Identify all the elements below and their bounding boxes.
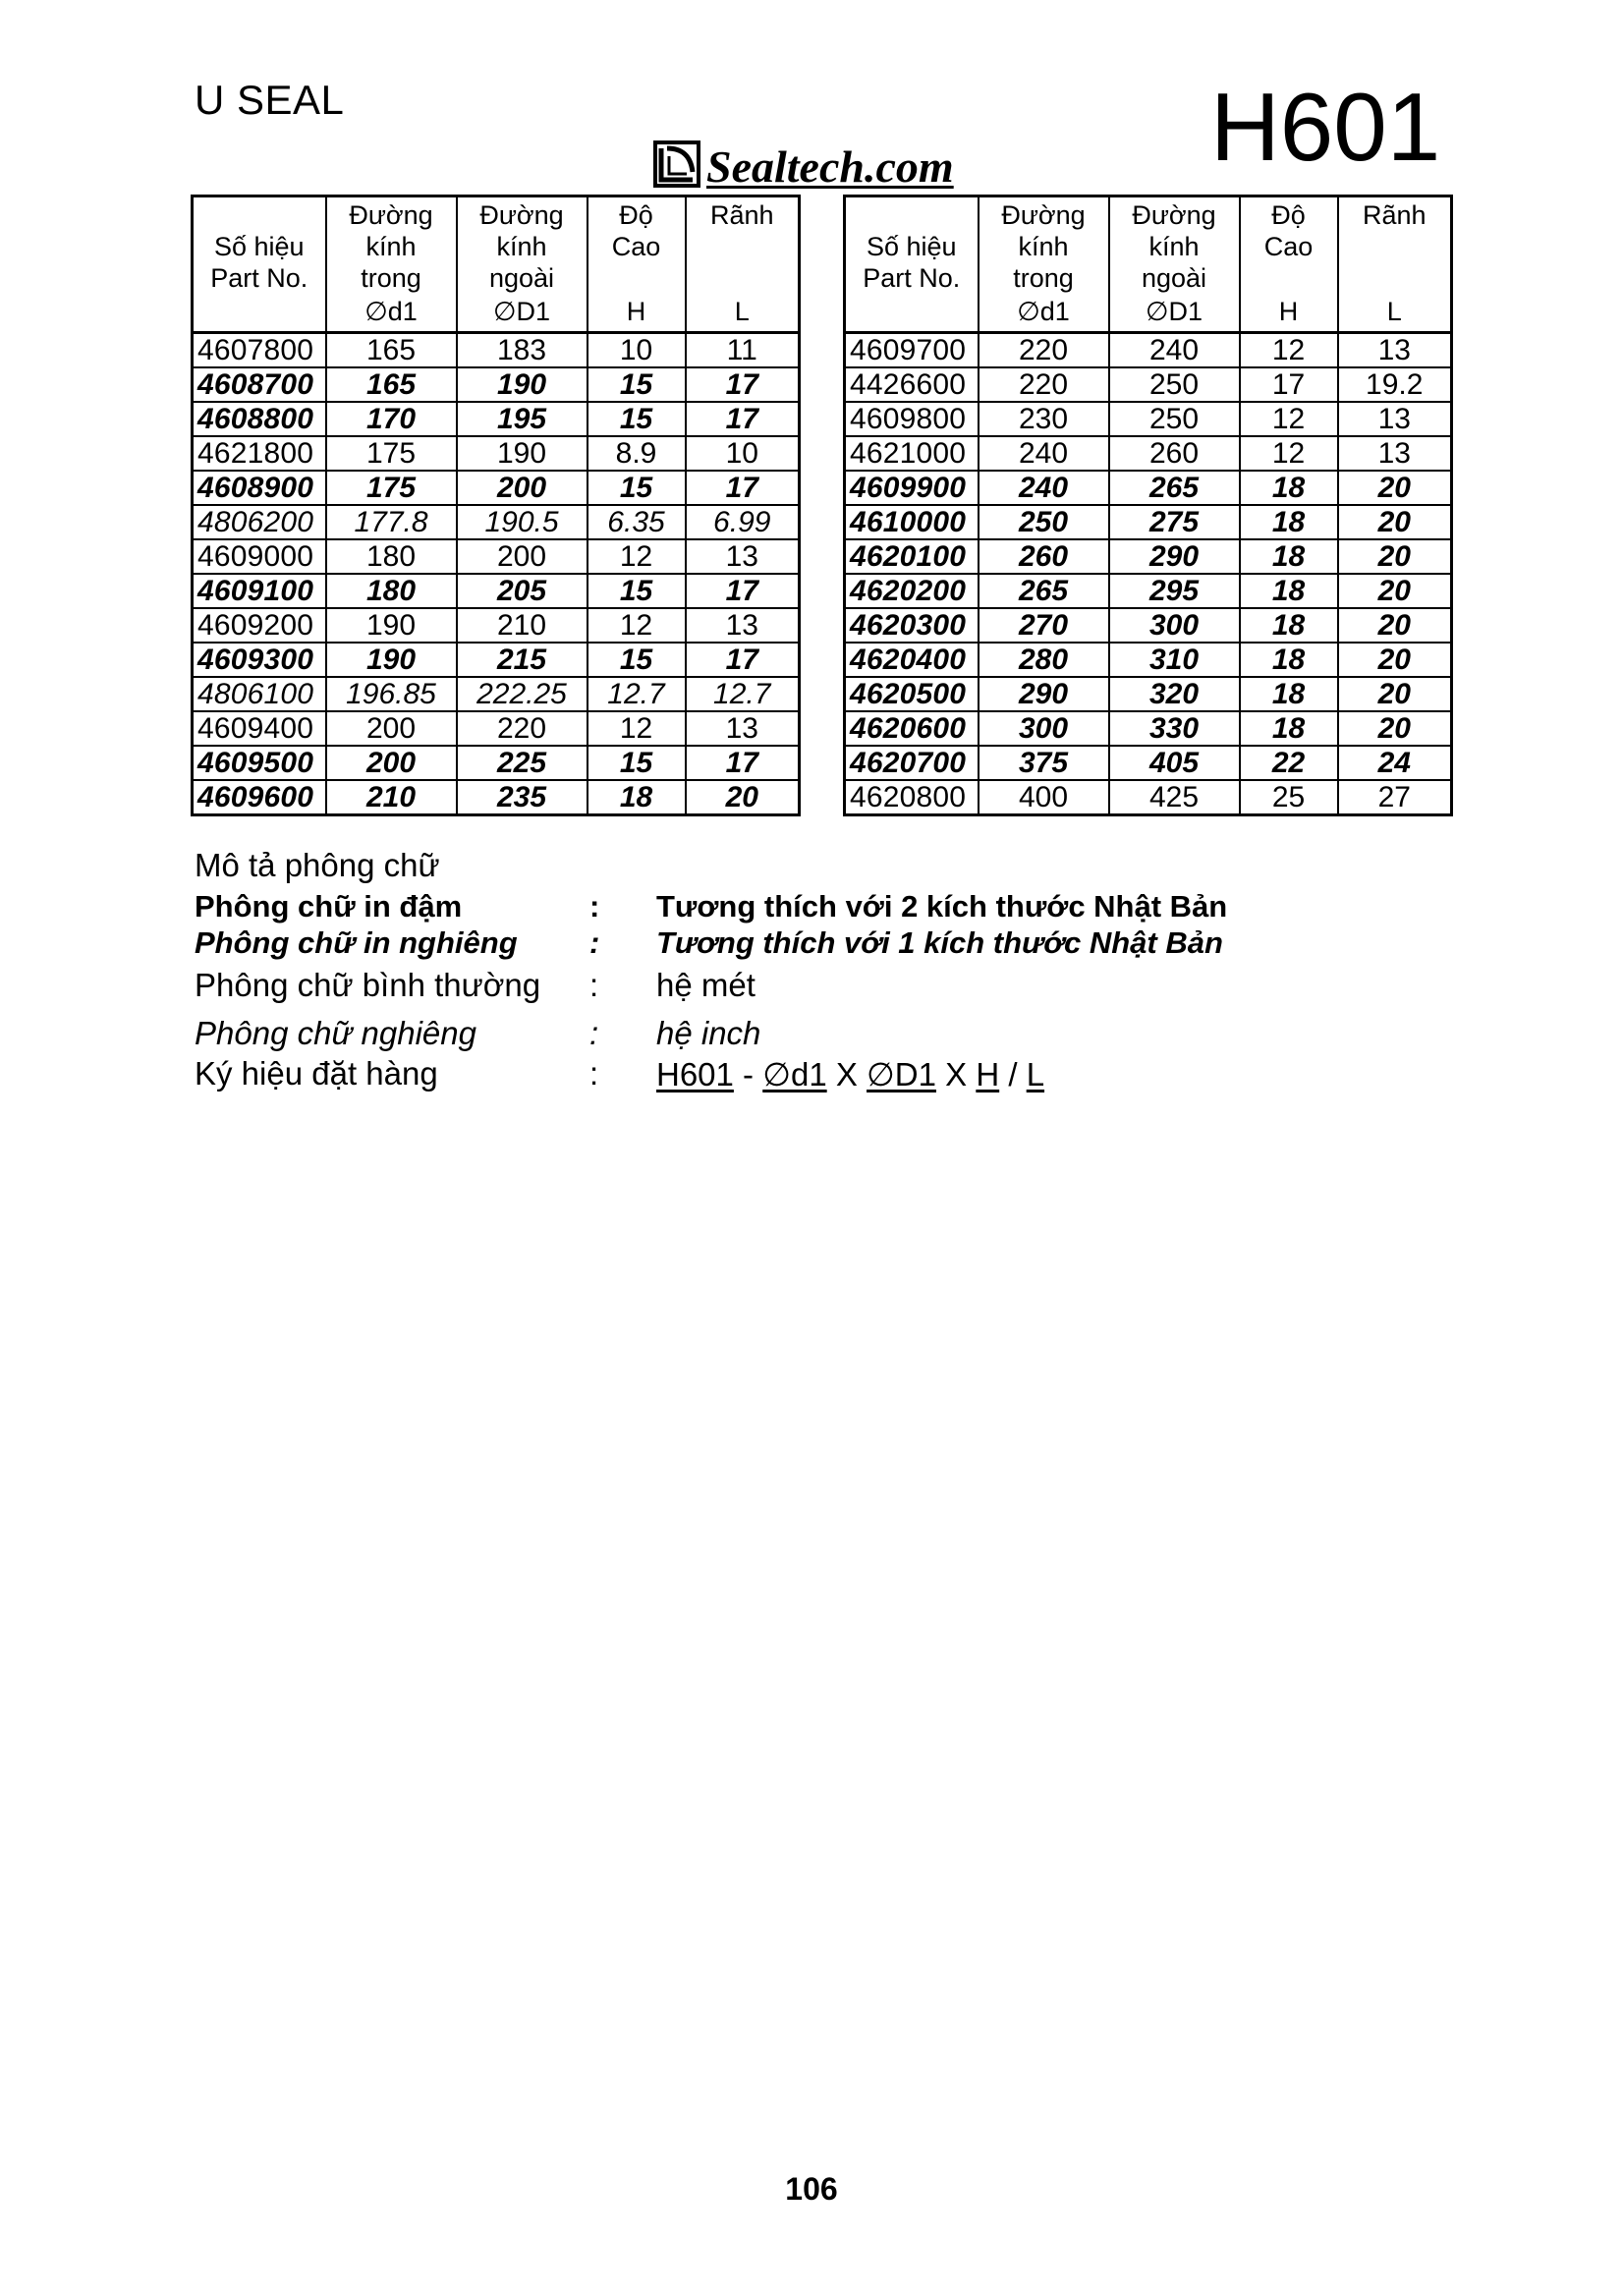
page-number: 106 xyxy=(785,2171,838,2207)
table-row xyxy=(845,436,1452,471)
dimension-cell: 425 xyxy=(1109,780,1240,815)
dimension-cell: 183 xyxy=(457,333,588,368)
dimension-cell: 17 xyxy=(686,574,800,608)
header-line: kính xyxy=(1018,232,1069,261)
dimension-cell: 12 xyxy=(588,711,686,746)
part-number-cell: 4608700 xyxy=(193,367,326,402)
header-unit: ∅D1 xyxy=(492,297,551,326)
dimension-cell: 19.2 xyxy=(1338,367,1452,402)
order-part-outer-diameter: ∅D1 xyxy=(867,1056,936,1092)
table-row xyxy=(193,711,800,746)
dimension-cell: 200 xyxy=(457,471,588,505)
dimension-cell: 18 xyxy=(1240,677,1338,711)
table-row xyxy=(193,677,800,711)
column-header xyxy=(1338,196,1452,333)
order-part-groove: L xyxy=(1026,1056,1045,1092)
header-line: Đường xyxy=(479,200,564,230)
dimension-cell: 210 xyxy=(457,608,588,643)
header-unit: ∅d1 xyxy=(364,297,418,326)
dimension-cell: 12 xyxy=(588,539,686,574)
dimension-cell: 20 xyxy=(1338,677,1452,711)
order-separator: / xyxy=(999,1056,1027,1092)
dimension-cell: 17 xyxy=(686,746,800,780)
dimension-cell: 290 xyxy=(979,677,1109,711)
dimension-cell: 170 xyxy=(326,402,457,436)
dimension-cell: 6.35 xyxy=(588,505,686,539)
dimension-cell: 17 xyxy=(686,367,800,402)
part-number-cell: 4607800 xyxy=(193,333,326,368)
dimension-cell: 196.85 xyxy=(326,677,457,711)
table-row xyxy=(845,608,1452,643)
dimension-cell: 15 xyxy=(588,402,686,436)
part-number-cell: 4621000 xyxy=(845,436,979,471)
part-number-cell: 4806100 xyxy=(193,677,326,711)
dimension-cell: 20 xyxy=(1338,711,1452,746)
table-row xyxy=(845,505,1452,539)
category-title: U SEAL xyxy=(195,77,345,123)
header-unit: H xyxy=(626,297,646,326)
table-row xyxy=(845,780,1452,815)
dimension-cell: 165 xyxy=(326,333,457,368)
dimension-cell: 24 xyxy=(1338,746,1452,780)
header-line: Part No. xyxy=(863,263,961,293)
part-number-cell: 4609400 xyxy=(193,711,326,746)
table-row xyxy=(845,711,1452,746)
header-line: Cao xyxy=(1263,232,1314,261)
dimension-cell: 190 xyxy=(457,367,588,402)
header-line: Đường xyxy=(1001,200,1086,230)
header-unit: H xyxy=(1278,297,1299,326)
header-line: trong xyxy=(1013,263,1074,293)
dimension-cell: 265 xyxy=(979,574,1109,608)
dimension-cell: 222.25 xyxy=(457,677,588,711)
spec-table-left xyxy=(191,195,801,816)
dimension-cell: 12 xyxy=(1240,402,1338,436)
dimension-cell: 13 xyxy=(1338,436,1452,471)
table-row xyxy=(193,505,800,539)
order-code-format xyxy=(656,1055,1044,1093)
dimension-cell: 290 xyxy=(1109,539,1240,574)
legend-label: Phông chữ bình thường xyxy=(195,967,541,1003)
column-header xyxy=(845,196,979,333)
header-line: trong xyxy=(361,263,421,293)
table-body xyxy=(845,333,1452,815)
table-row xyxy=(193,643,800,677)
dimension-cell: 12 xyxy=(1240,436,1338,471)
dimension-cell: 240 xyxy=(979,436,1109,471)
header-line: Đường xyxy=(1132,200,1216,230)
table-row xyxy=(845,539,1452,574)
table-row xyxy=(193,746,800,780)
dimension-cell: 13 xyxy=(686,539,800,574)
part-number-cell: 4609100 xyxy=(193,574,326,608)
header-unit: L xyxy=(734,297,750,326)
order-separator: - xyxy=(733,1056,763,1092)
dimension-cell: 260 xyxy=(1109,436,1240,471)
header-line: ngoài xyxy=(1141,263,1207,293)
legend-colon: : xyxy=(589,967,599,1003)
dimension-cell: 10 xyxy=(686,436,800,471)
dimension-cell: 330 xyxy=(1109,711,1240,746)
part-number-cell: 4806200 xyxy=(193,505,326,539)
dimension-cell: 195 xyxy=(457,402,588,436)
dimension-cell: 20 xyxy=(1338,574,1452,608)
legend-label: Phông chữ nghiêng xyxy=(195,1015,476,1051)
table-body xyxy=(193,333,800,815)
dimension-cell: 260 xyxy=(979,539,1109,574)
table-row xyxy=(845,471,1452,505)
dimension-cell: 230 xyxy=(979,402,1109,436)
part-number-cell: 4621800 xyxy=(193,436,326,471)
table-row xyxy=(193,539,800,574)
dimension-cell: 220 xyxy=(979,367,1109,402)
dimension-cell: 220 xyxy=(979,333,1109,368)
dimension-cell: 375 xyxy=(979,746,1109,780)
dimension-cell: 18 xyxy=(1240,574,1338,608)
dimension-cell: 165 xyxy=(326,367,457,402)
header-line: Độ xyxy=(1271,200,1306,230)
dimension-cell: 18 xyxy=(1240,608,1338,643)
dimension-cell: 180 xyxy=(326,574,457,608)
dimension-cell: 10 xyxy=(588,333,686,368)
dimension-cell: 400 xyxy=(979,780,1109,815)
part-number-cell: 4609900 xyxy=(845,471,979,505)
dimension-cell: 15 xyxy=(588,574,686,608)
dimension-cell: 17 xyxy=(686,471,800,505)
dimension-cell: 20 xyxy=(1338,608,1452,643)
table-row xyxy=(845,402,1452,436)
dimension-cell: 18 xyxy=(1240,505,1338,539)
dimension-cell: 215 xyxy=(457,643,588,677)
header-line: Rãnh xyxy=(1362,200,1427,230)
dimension-cell: 13 xyxy=(686,711,800,746)
dimension-cell: 270 xyxy=(979,608,1109,643)
column-header xyxy=(193,196,326,333)
table-row xyxy=(845,367,1452,402)
header-line: Số hiệu xyxy=(213,232,305,261)
dimension-cell: 20 xyxy=(686,780,800,815)
part-number-cell: 4608900 xyxy=(193,471,326,505)
dimension-cell: 175 xyxy=(326,471,457,505)
seal-logo-icon xyxy=(653,139,700,190)
legend-value: hệ inch xyxy=(656,1015,761,1051)
dimension-cell: 20 xyxy=(1338,471,1452,505)
part-number-cell: 4609700 xyxy=(845,333,979,368)
part-number-cell: 4610000 xyxy=(845,505,979,539)
header-unit: ∅D1 xyxy=(1145,297,1203,326)
dimension-cell: 205 xyxy=(457,574,588,608)
order-code-label: Ký hiệu đặt hàng xyxy=(195,1055,438,1092)
dimension-cell: 250 xyxy=(1109,402,1240,436)
table-row xyxy=(193,436,800,471)
dimension-cell: 12.7 xyxy=(686,677,800,711)
part-number-cell: 4620200 xyxy=(845,574,979,608)
column-header xyxy=(1240,196,1338,333)
order-part-height: H xyxy=(976,1056,1000,1092)
dimension-cell: 190.5 xyxy=(457,505,588,539)
dimension-cell: 310 xyxy=(1109,643,1240,677)
part-number-cell: 4426600 xyxy=(845,367,979,402)
column-header xyxy=(457,196,588,333)
dimension-cell: 18 xyxy=(588,780,686,815)
dimension-cell: 275 xyxy=(1109,505,1240,539)
header-row xyxy=(845,196,1452,333)
dimension-cell: 25 xyxy=(1240,780,1338,815)
dimension-cell: 250 xyxy=(979,505,1109,539)
brand-name: Sealtech.com xyxy=(706,141,954,192)
dimension-cell: 300 xyxy=(979,711,1109,746)
table-row xyxy=(193,402,800,436)
dimension-cell: 18 xyxy=(1240,711,1338,746)
legend-value: hệ mét xyxy=(656,967,756,1003)
dimension-cell: 280 xyxy=(979,643,1109,677)
dimension-cell: 300 xyxy=(1109,608,1240,643)
dimension-cell: 405 xyxy=(1109,746,1240,780)
header-line: Đường xyxy=(349,200,433,230)
header-line: Part No. xyxy=(210,263,308,293)
brand-logo xyxy=(653,131,954,190)
dimension-cell: 17 xyxy=(686,402,800,436)
order-separator: X xyxy=(826,1056,867,1092)
order-part-inner-diameter: ∅d1 xyxy=(762,1056,827,1092)
dimension-cell: 20 xyxy=(1338,643,1452,677)
part-number-cell: 4620400 xyxy=(845,643,979,677)
header-unit: L xyxy=(1386,297,1402,326)
dimension-cell: 200 xyxy=(457,539,588,574)
part-number-cell: 4609200 xyxy=(193,608,326,643)
dimension-cell: 20 xyxy=(1338,539,1452,574)
column-header xyxy=(588,196,686,333)
table-row xyxy=(193,780,800,815)
header-unit: ∅d1 xyxy=(1017,297,1070,326)
column-header xyxy=(326,196,457,333)
header-line: kính xyxy=(496,232,547,261)
dimension-cell: 11 xyxy=(686,333,800,368)
dimension-cell: 320 xyxy=(1109,677,1240,711)
dimension-cell: 12.7 xyxy=(588,677,686,711)
dimension-cell: 18 xyxy=(1240,471,1338,505)
dimension-cell: 235 xyxy=(457,780,588,815)
dimension-cell: 22 xyxy=(1240,746,1338,780)
dimension-cell: 200 xyxy=(326,746,457,780)
dimension-cell: 295 xyxy=(1109,574,1240,608)
model-code: H601 xyxy=(1210,73,1441,181)
dimension-cell: 200 xyxy=(326,711,457,746)
order-part-model: H601 xyxy=(656,1056,734,1092)
table-row xyxy=(845,643,1452,677)
dimension-cell: 177.8 xyxy=(326,505,457,539)
part-number-cell: 4609500 xyxy=(193,746,326,780)
dimension-cell: 27 xyxy=(1338,780,1452,815)
dimension-cell: 240 xyxy=(979,471,1109,505)
legend-colon: : xyxy=(589,1015,599,1051)
part-number-cell: 4609300 xyxy=(193,643,326,677)
table-row xyxy=(845,574,1452,608)
part-number-cell: 4609800 xyxy=(845,402,979,436)
column-header xyxy=(1109,196,1240,333)
dimension-cell: 8.9 xyxy=(588,436,686,471)
dimension-cell: 20 xyxy=(1338,505,1452,539)
table-row xyxy=(193,333,800,368)
table-header xyxy=(193,196,800,333)
legend-colon: : xyxy=(589,889,600,924)
part-number-cell: 4620500 xyxy=(845,677,979,711)
dimension-cell: 12 xyxy=(588,608,686,643)
dimension-cell: 17 xyxy=(1240,367,1338,402)
dimension-cell: 18 xyxy=(1240,539,1338,574)
header-line: kính xyxy=(365,232,417,261)
part-number-cell: 4620100 xyxy=(845,539,979,574)
dimension-cell: 190 xyxy=(326,643,457,677)
table-row xyxy=(845,677,1452,711)
part-number-cell: 4620300 xyxy=(845,608,979,643)
part-number-cell: 4620600 xyxy=(845,711,979,746)
dimension-cell: 240 xyxy=(1109,333,1240,368)
dimension-cell: 15 xyxy=(588,367,686,402)
part-number-cell: 4609000 xyxy=(193,539,326,574)
order-separator: X xyxy=(935,1056,977,1092)
dimension-cell: 13 xyxy=(1338,402,1452,436)
table-row xyxy=(845,333,1452,368)
dimension-cell: 190 xyxy=(326,608,457,643)
dimension-cell: 15 xyxy=(588,643,686,677)
legend-value: Tương thích với 2 kích thước Nhật Bản xyxy=(656,889,1228,924)
part-number-cell: 4609600 xyxy=(193,780,326,815)
header-line: Rãnh xyxy=(709,200,774,230)
dimension-cell: 17 xyxy=(686,643,800,677)
legend-colon: : xyxy=(589,925,600,960)
table-row xyxy=(193,608,800,643)
table-header xyxy=(845,196,1452,333)
legend-label: Phông chữ in đậm xyxy=(195,889,463,924)
part-number-cell: 4620800 xyxy=(845,780,979,815)
dimension-cell: 13 xyxy=(686,608,800,643)
legend-label: Phông chữ in nghiêng xyxy=(195,925,518,960)
dimension-cell: 6.99 xyxy=(686,505,800,539)
dimension-cell: 18 xyxy=(1240,643,1338,677)
legend-value: Tương thích với 1 kích thước Nhật Bản xyxy=(656,925,1223,960)
spec-table-right xyxy=(843,195,1453,816)
dimension-cell: 225 xyxy=(457,746,588,780)
dimension-cell: 15 xyxy=(588,471,686,505)
dimension-cell: 12 xyxy=(1240,333,1338,368)
header-line: Số hiệu xyxy=(866,232,957,261)
header-row xyxy=(193,196,800,333)
dimension-cell: 15 xyxy=(588,746,686,780)
dimension-cell: 265 xyxy=(1109,471,1240,505)
table-row xyxy=(193,471,800,505)
header-line: Độ xyxy=(619,200,653,230)
dimension-cell: 13 xyxy=(1338,333,1452,368)
legend-title: Mô tả phông chữ xyxy=(195,847,440,883)
header-line: Cao xyxy=(611,232,661,261)
table-row xyxy=(193,574,800,608)
column-header xyxy=(686,196,800,333)
table-row xyxy=(193,367,800,402)
column-header xyxy=(979,196,1109,333)
dimension-cell: 180 xyxy=(326,539,457,574)
dimension-cell: 250 xyxy=(1109,367,1240,402)
header-line: kính xyxy=(1148,232,1200,261)
header-line: ngoài xyxy=(488,263,555,293)
dimension-cell: 175 xyxy=(326,436,457,471)
legend-colon: : xyxy=(589,1055,599,1092)
part-number-cell: 4620700 xyxy=(845,746,979,780)
dimension-cell: 190 xyxy=(457,436,588,471)
dimension-cell: 210 xyxy=(326,780,457,815)
part-number-cell: 4608800 xyxy=(193,402,326,436)
dimension-cell: 220 xyxy=(457,711,588,746)
table-row xyxy=(845,746,1452,780)
